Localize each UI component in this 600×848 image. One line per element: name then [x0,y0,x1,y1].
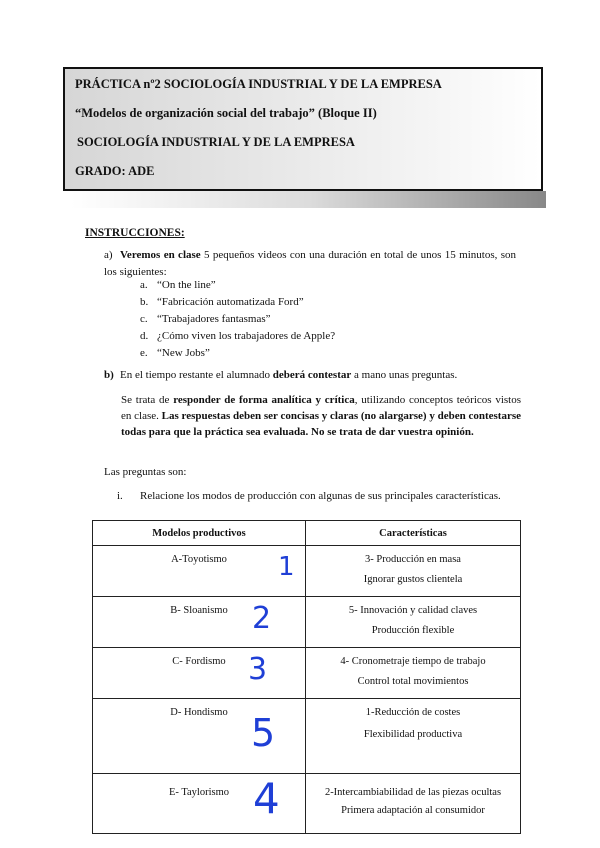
table-row [93,597,521,648]
characteristic-2: Producción flexible [371,625,455,636]
video-item [140,296,304,308]
model-cell [93,699,306,774]
characteristic-2: Primera adaptación al consumidor [341,805,485,816]
instruction-b-text: En el tiempo restante el alumnado [120,369,273,381]
handwritten-answer: 3 [248,652,268,687]
characteristic-1: 5- Innovación y calidad claves [348,605,478,616]
header-box [63,67,543,191]
instruction-b-bold: deberá contestar [272,369,352,381]
characteristic-1: 1-Reducción de costes [365,707,461,718]
model-cell [93,546,306,597]
table-row [93,546,521,597]
models-table [92,520,521,834]
video-marker: c. [140,313,148,325]
questions-label: Las preguntas son: [104,466,187,478]
question-1-marker: i. [117,490,123,502]
handwritten-answer: 1 [278,552,295,582]
question-1 [117,488,517,504]
video-title: “On the line” [157,279,216,291]
handwritten-answer: 4 [253,774,280,823]
instruction-a-marker: a) [104,249,113,261]
question-1-text: Relacione los modos de producción con algunas de sus principales características. [140,490,501,502]
col-header-models: Modelos productivos [93,521,306,546]
instruction-a-text: 5 pequeños videos con una duración en total de unos 15 minutos, son los siguientes: [104,249,517,278]
handwritten-answer: 2 [252,601,272,636]
video-title: ¿Cómo viven los trabajadores de Apple? [157,330,336,342]
characteristic-1: 2-Intercambiabilidad de las piezas ocultas [324,787,502,798]
model-name: E- Taylorismo [168,787,230,798]
model-name: B- Sloanismo [170,605,228,616]
video-title: “Fabricación automatizada Ford” [157,296,304,308]
characteristic-2: Control total movimientos [357,676,469,687]
characteristics-cell [306,699,521,774]
instruction-a-bold: Veremos en clase [120,249,201,261]
characteristic-2: Ignorar gustos clientela [363,574,463,585]
col-header-characteristics: Características [306,521,521,546]
header-shadow [71,191,546,208]
video-item [140,330,335,342]
characteristics-cell [306,597,521,648]
instruction-a [104,247,516,280]
model-name: A-Toyotismo [171,554,227,565]
video-item [140,347,210,359]
table-header-row [93,521,521,546]
table-row [93,648,521,699]
video-title: “Trabajadores fantasmas” [157,313,271,325]
instructions-title: INSTRUCCIONES: [85,227,185,239]
video-marker: a. [140,279,148,291]
header-course: SOCIOLOGÍA INDUSTRIAL Y DE LA EMPRESA [77,135,355,149]
video-item [140,313,271,325]
video-item [140,279,216,291]
video-marker: b. [140,296,149,308]
video-title: “New Jobs” [157,347,210,359]
video-marker: d. [140,330,149,342]
header-subtitle: “Modelos de organización social del trabajo” (Bloque II) [75,106,377,120]
instruction-c-text-2: , utilizando conceptos teóricos vistos en clase. [121,394,521,422]
instruction-b-marker: b) [104,369,114,381]
table-row [93,699,521,774]
instruction-c [121,392,521,440]
characteristic-1: 4- Cronometraje tiempo de trabajo [340,656,486,667]
model-name: D- Hondismo [170,707,228,718]
characteristic-2: Flexibilidad productiva [363,729,463,740]
characteristics-cell [306,648,521,699]
model-cell [93,597,306,648]
instruction-c-bold-2: Las respuestas deben ser concisas y claras (no alargarse) y deben contestarse todas para que la práctica sea evaluada. No se trata de dar vuestra opinión. [121,410,522,438]
video-marker: e. [140,347,148,359]
handwritten-answer: 5 [251,711,276,755]
header-degree: GRADO: ADE [75,164,155,178]
model-cell [93,774,306,834]
instruction-b [104,367,524,384]
characteristics-cell [306,774,521,834]
characteristic-1: 3- Producción en masa [365,554,461,565]
instruction-c-bold: responder de forma analítica y crítica [173,394,355,406]
instruction-b-text-end: a mano unas preguntas. [351,369,458,381]
table-row [93,774,521,834]
header-title: PRÁCTICA nº2 SOCIOLOGÍA INDUSTRIAL Y DE LA EMPRESA [75,77,442,91]
characteristics-cell [306,546,521,597]
instruction-c-text: Se trata de [121,394,174,406]
model-cell [93,648,306,699]
model-name: C- Fordismo [172,656,226,667]
